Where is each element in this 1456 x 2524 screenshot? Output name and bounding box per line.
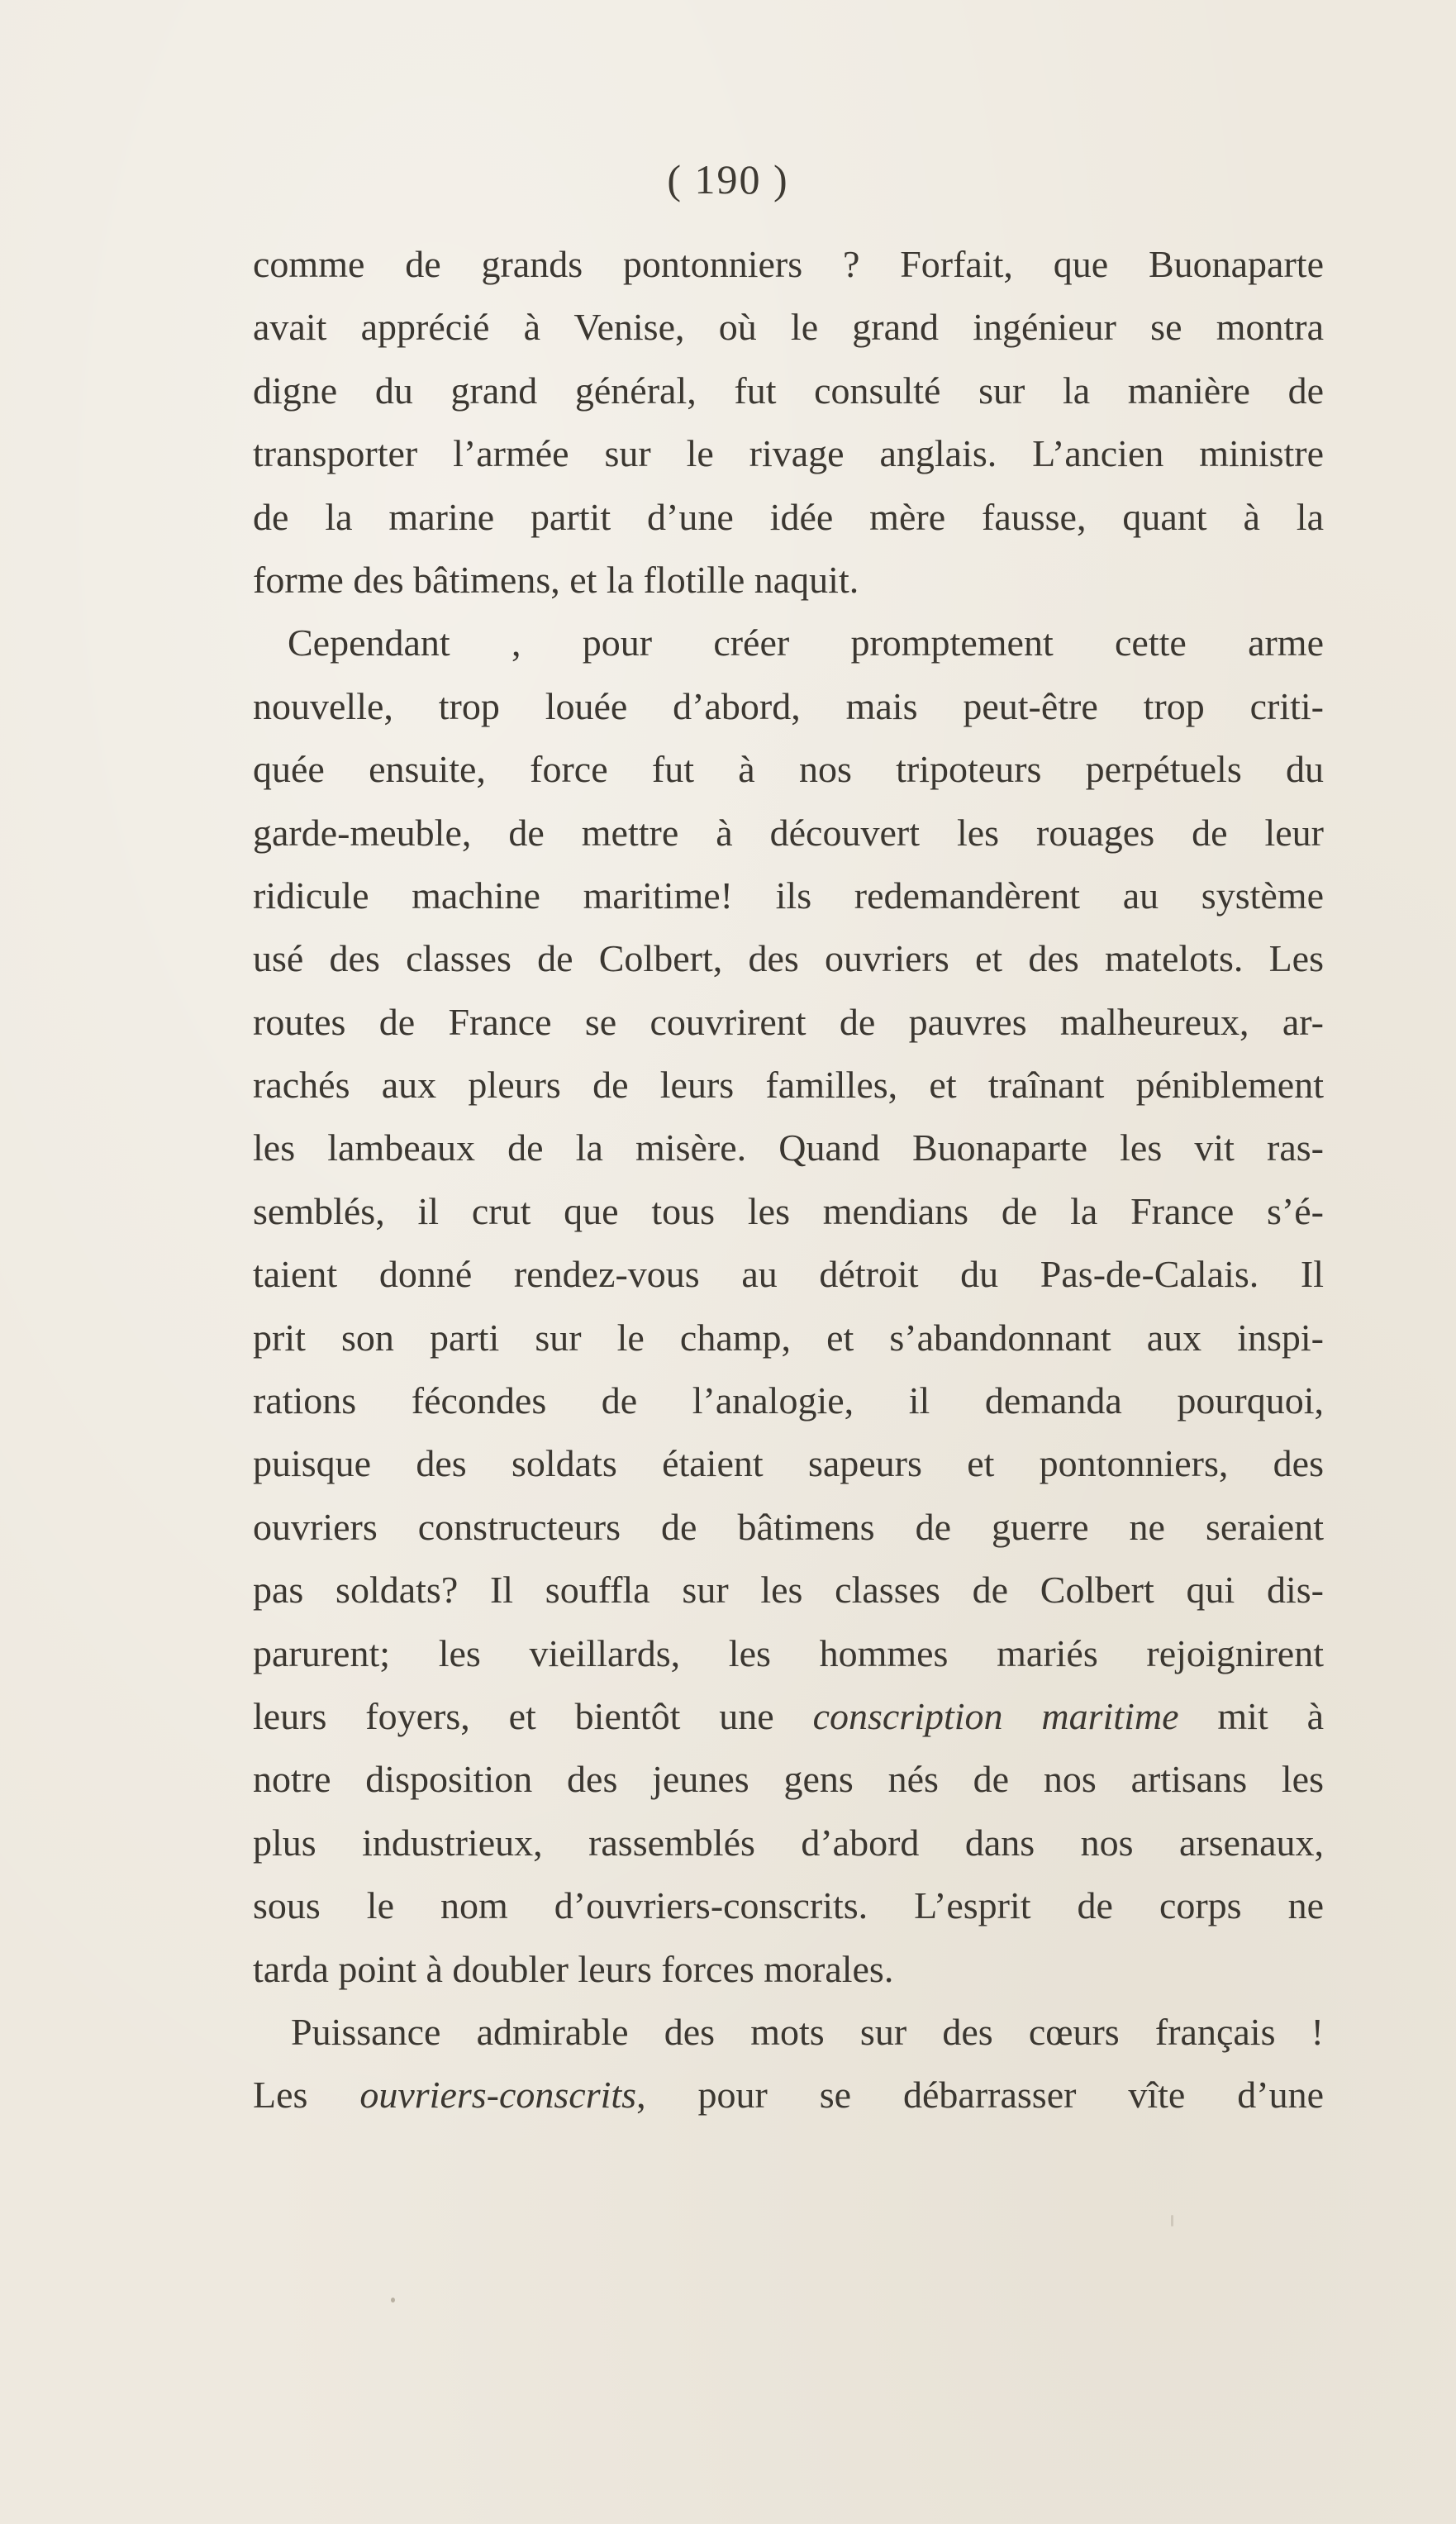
paragraph [253,233,1324,612]
text-run: , pour se débarrasser vîte d’une [636,2074,1324,2117]
text-line: de la marine partit d’une idée mère fausse, quant à la [253,495,1324,538]
text-line: puisque des soldats étaient sapeurs et pontonniers, des [253,1442,1324,1485]
text-line: tarda point à doubler leurs forces morales. [253,1947,894,1990]
italic-phrase: conscription maritime [812,1694,1179,1737]
text-line: avait apprécié à Venise, où le grand ingénieur se montra [253,306,1324,349]
text-line: ridicule machine maritime! ils redemandèrent au système [253,874,1324,917]
text-line: rations fécondes de l’analogie, il demanda pourquoi, [253,1379,1324,1422]
text-line: digne du grand général, fut consulté sur la manière de [253,369,1324,412]
text-line: les lambeaux de la misère. Quand Buonaparte les vit ras- [253,1126,1324,1169]
body-text [253,233,1324,2127]
paper-mark [1171,2215,1173,2226]
text-line: notre disposition des jeunes gens nés de nos artisans les [253,1758,1324,1801]
text-line: rachés aux pleurs de leurs familles, et traînant péniblement [253,1064,1324,1107]
italic-phrase: ouvriers-conscrits [359,2074,637,2117]
text-line: nouvelle, trop louée d’abord, mais peut-être trop criti- [253,684,1324,727]
text-line: routes de France se couvrirent de pauvres malheureux, ar- [253,1000,1324,1043]
text-line: ouvriers constructeurs de bâtimens de guerre ne seraient [253,1505,1324,1548]
text-run: Les [253,2074,360,2117]
text-line: prit son parti sur le champ, et s’abandonnant aux inspi- [253,1316,1324,1359]
text-line: forme des bâtimens, et la flotille naquit. [253,558,859,601]
text-line: parurent; les vieillards, les hommes mariés rejoignirent [253,1631,1324,1674]
text-line: Cependant , pour créer promptement cette arme [288,621,1324,664]
text-line: plus industrieux, rassemblés d’abord dans nos arsenaux, [253,1821,1324,1864]
text-line: comme de grands pontonniers ? Forfait, que Buonaparte [253,243,1324,285]
paragraph [253,2001,1324,2127]
page-number: ( 190 ) [667,156,789,202]
text-line: semblés, il crut que tous les mendians de la France s’é- [253,1189,1324,1232]
text-line: usé des classes de Colbert, des ouvriers et des matelots. Les [253,937,1324,980]
text-line: pas soldats? Il souffla sur les classes de Colbert qui dis- [253,1569,1324,1612]
text-line: garde-meuble, de mettre à découvert les rouages de leur [253,811,1324,854]
text-line [253,1685,1324,1748]
text-line: taient donné rendez-vous au détroit du Pas-de-Calais. Il [253,1253,1324,1296]
text-line: Puissance admirable des mots sur des cœurs français ! [291,2010,1324,2053]
text-line: transporter l’armée sur le rivage anglais. L’ancien ministre [253,432,1324,475]
text-run: mit à [1178,1694,1324,1737]
text-run: leurs foyers, et bientôt une [253,1694,813,1737]
paper-speck [391,2298,395,2303]
paragraph [253,612,1324,2001]
text-line [253,2064,1324,2126]
text-line: sous le nom d’ouvriers-conscrits. L’esprit de corps ne [253,1884,1324,1927]
text-line: quée ensuite, force fut à nos tripoteurs perpétuels du [253,748,1324,791]
